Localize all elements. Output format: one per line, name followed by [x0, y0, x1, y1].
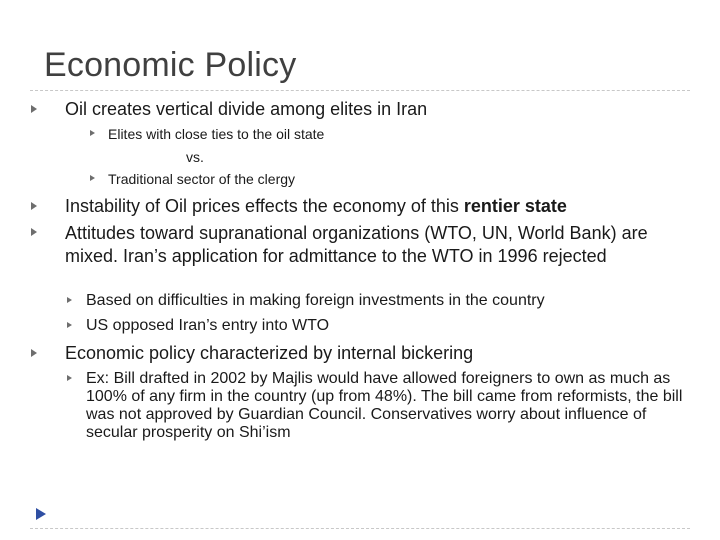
bullet-2-emphasis: rentier state: [463, 196, 567, 216]
bullet-marker-icon: [31, 202, 37, 210]
bullet-marker-icon: [31, 349, 37, 357]
bullet-3: Attitudes toward supranational organizations (WTO, UN, World Bank) are mixed. Iran’s application for admittance to the WTO in 1996 rejected: [65, 223, 648, 266]
bullet-3-sub-2: US opposed Iran’s entry into WTO: [86, 317, 330, 334]
slide-corner-arrow-icon: [34, 506, 50, 522]
slide-title: Economic Policy: [44, 46, 297, 84]
sub-bullet-marker-icon: [67, 375, 72, 381]
bullet-1-vs: vs.: [186, 149, 204, 165]
bullet-3-sub-1: Based on difficulties in making foreign investments in the country: [86, 292, 545, 309]
bullet-4: Economic policy characterized by internal bickering: [65, 343, 474, 363]
title-divider: [30, 90, 690, 91]
bullet-1-sub-1: Elites with close ties to the oil state: [108, 126, 325, 142]
bullet-marker-icon: [31, 105, 37, 113]
sub-bullet-marker-icon: [90, 130, 95, 136]
bullet-2: [65, 196, 690, 216]
bullet-2-text: Instability of Oil prices effects the economy of this: [65, 196, 464, 216]
bullet-1: Oil creates vertical divide among elites in Iran: [65, 99, 428, 119]
footer-divider: [30, 528, 690, 529]
sub-bullet-marker-icon: [67, 322, 72, 328]
bullet-4-sub-1: Ex: Bill drafted in 2002 by Majlis would have allowed foreigners to own as much as 100% of any firm in the country (up from 48%). The bill came from reformists, the bill was not approved by Guardian Council. Conservatives worry about influence of secular prosperity on Shi’ism: [86, 370, 683, 441]
sub-bullet-marker-icon: [90, 175, 95, 181]
bullet-marker-icon: [31, 228, 37, 236]
sub-bullet-marker-icon: [67, 297, 72, 303]
bullet-1-sub-2: Traditional sector of the clergy: [108, 171, 296, 187]
